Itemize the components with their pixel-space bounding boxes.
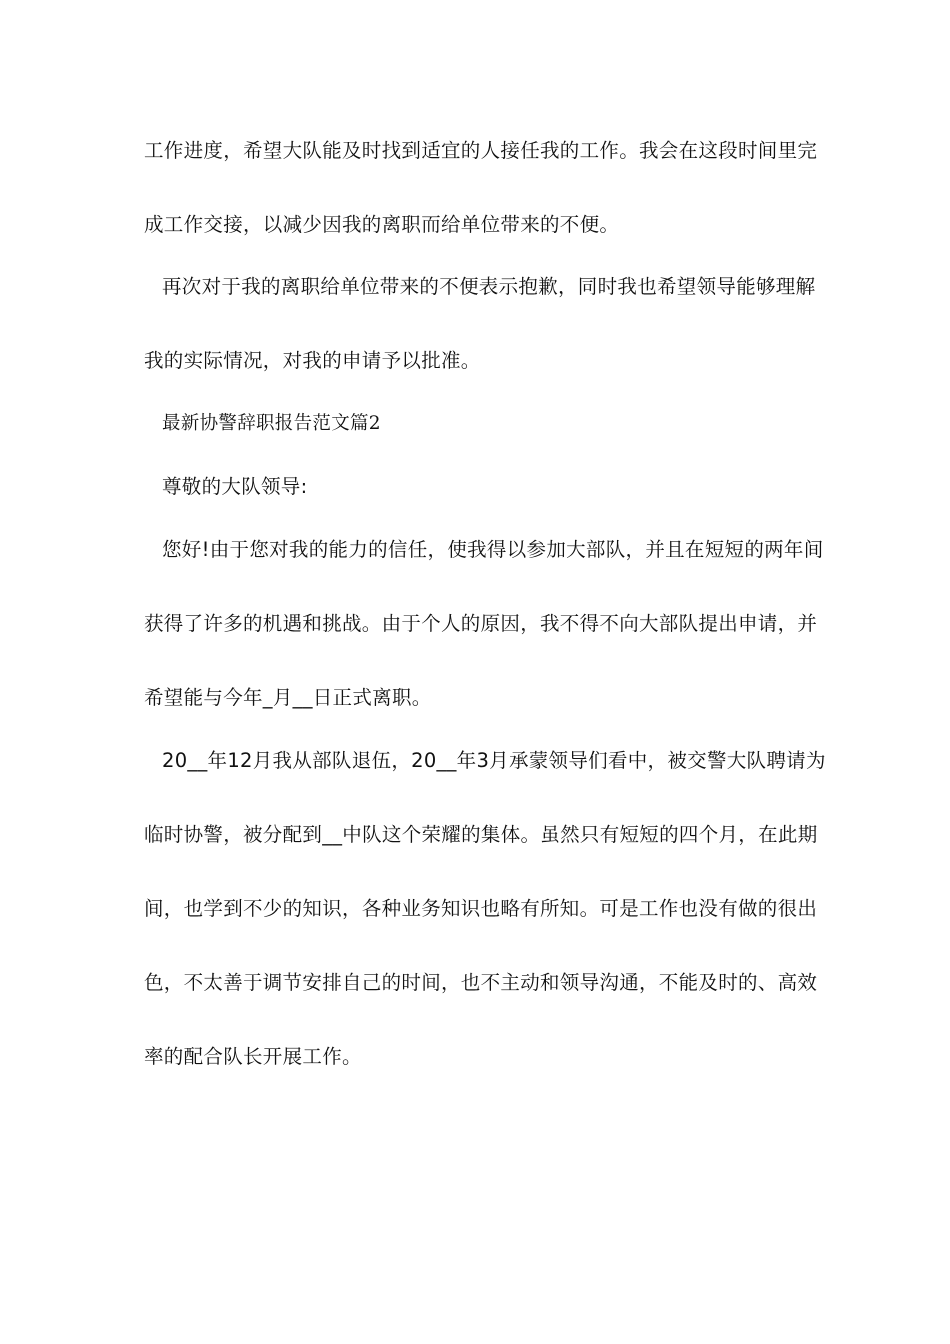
paragraph-line: 我的实际情况，对我的申请予以批准。 — [144, 349, 481, 372]
paragraph-line: 成工作交接，以减少因我的离职而给单位带来的不便。 — [144, 213, 620, 236]
paragraph-line: 获得了许多的机遇和挑战。由于个人的原因，我不得不向大部队提出申请，并 — [144, 612, 818, 635]
paragraph-line: 间，也学到不少的知识，各种业务知识也略有所知。可是工作也没有做的很出 — [144, 897, 818, 920]
paragraph-line: 色，不太善于调节安排自己的时间，也不主动和领导沟通，不能及时的、高效 — [144, 971, 818, 994]
paragraph-line: 希望能与今年_月__日正式离职。 — [144, 686, 432, 709]
paragraph-line: 您好!由于您对我的能力的信任，使我得以参加大部队，并且在短短的两年间 — [162, 538, 824, 561]
section-heading: 最新协警辞职报告范文篇2 — [162, 413, 381, 434]
paragraph-line: 20__年12月我从部队退伍，20__年3月承蒙领导们看中，被交警大队聘请为 — [162, 749, 826, 772]
paragraph-line: 率的配合队长开展工作。 — [144, 1045, 362, 1068]
paragraph-line: 工作进度，希望大队能及时找到适宜的人接任我的工作。我会在这段时间里完 — [144, 139, 818, 162]
paragraph-line: 临时协警，被分配到__中队这个荣耀的集体。虽然只有短短的四个月，在此期 — [144, 823, 818, 846]
paragraph-line: 再次对于我的离职给单位带来的不便表示抱歉，同时我也希望领导能够理解 — [162, 275, 816, 298]
salutation: 尊敬的大队领导: — [162, 475, 308, 498]
